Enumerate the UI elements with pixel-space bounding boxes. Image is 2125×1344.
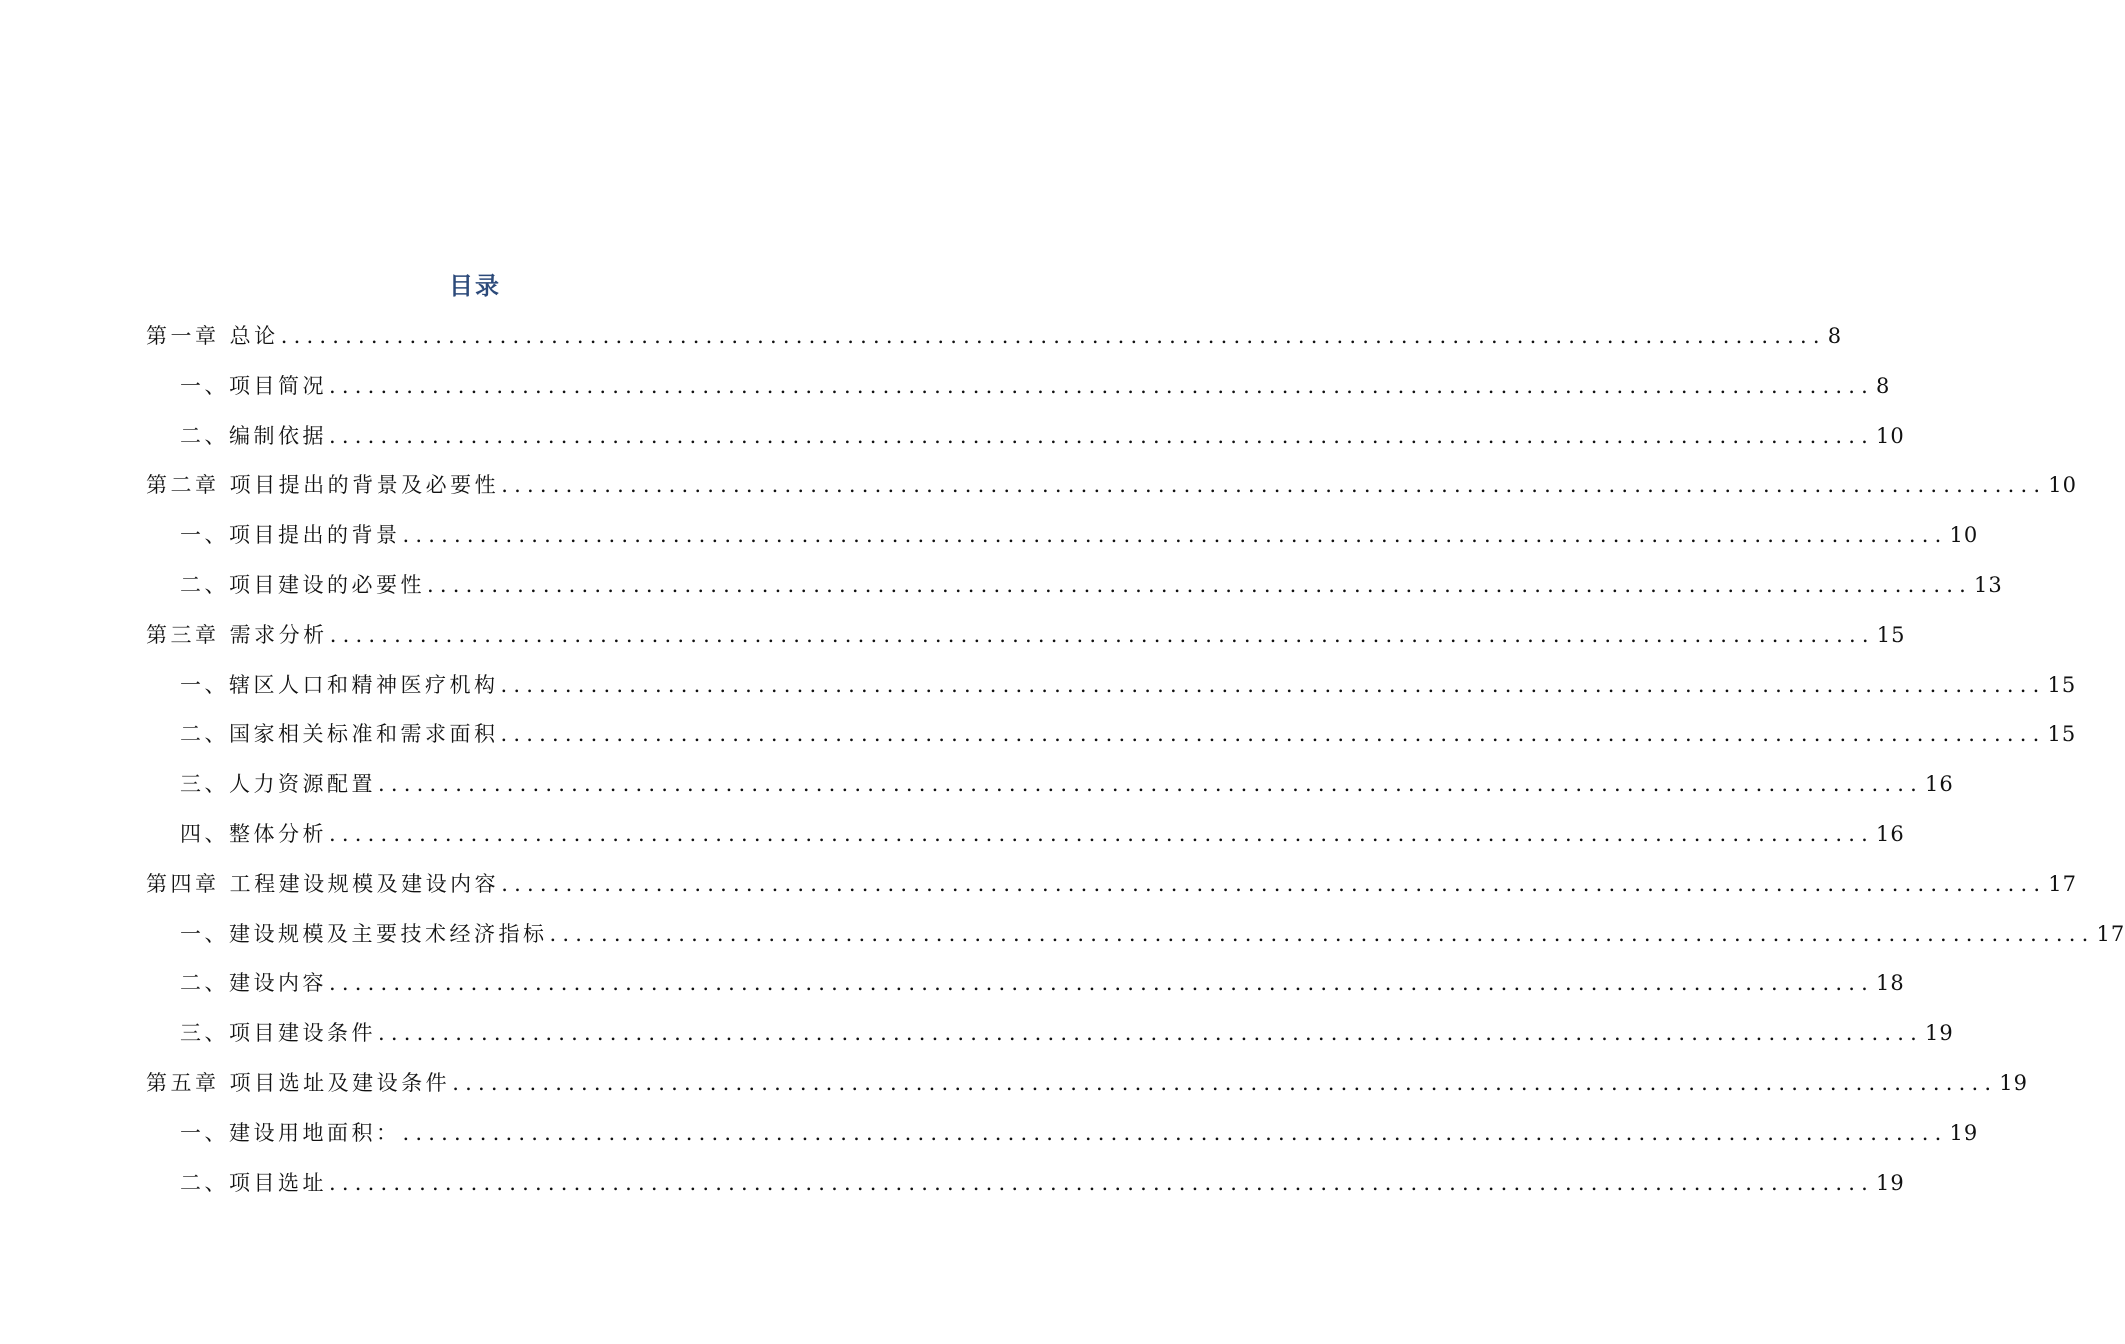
toc-section-entry[interactable] — [146, 1015, 1954, 1065]
toc-entry-label: 二、编制依据 — [180, 423, 327, 448]
toc-dot-leader: ........................................................................................................................ — [549, 921, 2095, 946]
toc-page-number: 17 — [2096, 921, 2125, 946]
toc-section-entry[interactable] — [146, 816, 1905, 866]
toc-entry-label: 二、项目选址 — [180, 1170, 327, 1195]
toc-dot-leader: ........................................................................................................................ — [329, 821, 1875, 846]
toc-dot-leader: ........................................................................................................................ — [500, 672, 2046, 697]
toc-page-number: 13 — [1974, 572, 2003, 597]
toc-entry-label: 四、整体分析 — [180, 821, 327, 846]
toc-entry-label: 二、国家相关标准和需求面积 — [180, 722, 499, 747]
toc-section-entry[interactable] — [146, 716, 2077, 766]
toc-section-entry[interactable] — [146, 965, 1905, 1015]
toc-entry-label: 三、人力资源配置 — [180, 772, 376, 797]
toc-dot-leader: ........................................................................................................................ — [500, 722, 2046, 747]
toc-section-entry[interactable] — [146, 418, 1905, 468]
toc-section-entry[interactable] — [146, 567, 2003, 617]
toc-dot-leader: ........................................................................................................................ — [329, 622, 1875, 647]
toc-page-number: 19 — [1925, 1021, 1954, 1046]
toc-page-number: 17 — [2048, 871, 2077, 896]
toc-dot-leader: ........................................................................................................................ — [280, 324, 1826, 348]
toc-page-number: 15 — [1876, 622, 1906, 647]
toc-section-entry[interactable] — [146, 368, 1891, 418]
toc-page-number: 10 — [2048, 473, 2077, 498]
toc-dot-leader: ........................................................................................................................ — [378, 772, 1924, 797]
toc-section-entry[interactable] — [146, 1165, 1905, 1215]
toc-section-entry[interactable] — [146, 1115, 1979, 1165]
toc-page-number: 18 — [1876, 971, 1905, 996]
toc-section-entry[interactable] — [146, 916, 2125, 966]
toc-dot-leader: ........................................................................................................................ — [501, 871, 2047, 896]
toc-page-number: 10 — [1949, 523, 1979, 548]
toc-page-number: 19 — [1876, 1170, 1905, 1195]
toc-entry-label: 第三章 需求分析 — [146, 622, 328, 647]
toc-title: 目录 — [449, 272, 501, 300]
toc-entry-label: 一、建设规模及主要技术经济指标 — [180, 921, 548, 946]
toc-list — [146, 318, 2125, 1214]
toc-chapter-entry[interactable] — [146, 1065, 2028, 1115]
toc-dot-leader: ........................................................................................................................ — [501, 473, 2047, 498]
toc-dot-leader: ........................................................................................................................ — [378, 1021, 1924, 1046]
toc-entry-label: 一、辖区人口和精神医疗机构 — [180, 672, 499, 697]
toc-chapter-entry[interactable] — [146, 617, 1906, 667]
toc-chapter-entry[interactable] — [146, 467, 2077, 517]
toc-page-number: 10 — [1876, 423, 1905, 448]
toc-entry-label: 第一章 总论 — [146, 324, 279, 348]
toc-entry-label: 一、项目提出的背景 — [180, 523, 401, 548]
toc-page-number: 8 — [1876, 373, 1891, 398]
toc-page-number: 15 — [2047, 672, 2077, 697]
toc-section-entry[interactable] — [146, 766, 1954, 816]
toc-entry-label: 第二章 项目提出的背景及必要性 — [146, 473, 500, 498]
toc-page-number: 19 — [1949, 1120, 1979, 1145]
toc-entry-label: 第四章 工程建设规模及建设内容 — [146, 871, 500, 896]
toc-entry-label: 二、项目建设的必要性 — [180, 572, 425, 597]
toc-page-number: 8 — [1827, 324, 1843, 348]
toc-page-number: 19 — [1999, 1070, 2028, 1095]
toc-page-number: 16 — [1925, 772, 1954, 797]
toc-section-entry[interactable] — [146, 517, 1979, 567]
toc-dot-leader: ........................................................................................................................ — [452, 1070, 1998, 1095]
toc-entry-label: 三、项目建设条件 — [180, 1021, 376, 1046]
toc-entry-label: 第五章 项目选址及建设条件 — [146, 1070, 451, 1095]
toc-chapter-entry[interactable] — [146, 318, 1843, 368]
toc-dot-leader: ........................................................................................................................ — [402, 523, 1948, 548]
toc-dot-leader: ........................................................................................................................ — [329, 373, 1875, 398]
toc-page-number: 15 — [2047, 722, 2077, 747]
toc-section-entry[interactable] — [146, 667, 2077, 717]
toc-page-number: 16 — [1876, 821, 1905, 846]
toc-entry-label: 一、建设用地面积： — [180, 1120, 401, 1145]
toc-dot-leader: ........................................................................................................................ — [329, 971, 1875, 996]
toc-chapter-entry[interactable] — [146, 866, 2077, 916]
toc-entry-label: 一、项目简况 — [180, 373, 327, 398]
toc-dot-leader: ........................................................................................................................ — [329, 1170, 1875, 1195]
toc-entry-label: 二、建设内容 — [180, 971, 327, 996]
toc-dot-leader: ........................................................................................................................ — [329, 423, 1875, 448]
toc-dot-leader: ........................................................................................................................ — [427, 572, 1973, 597]
toc-dot-leader: ........................................................................................................................ — [402, 1120, 1948, 1145]
